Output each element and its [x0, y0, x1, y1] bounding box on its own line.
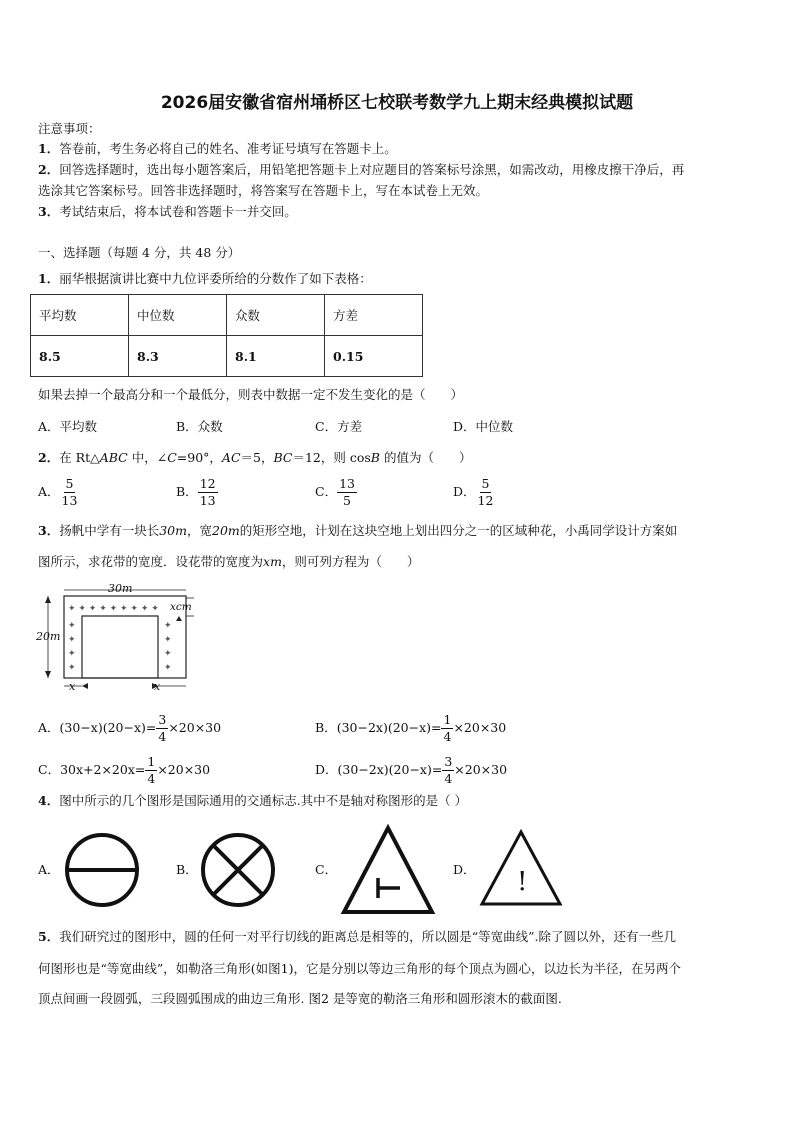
question-5-line-1 [38, 928, 676, 946]
note-text: 考试结束后，将本试卷和答题卡一并交回。 [59, 204, 297, 219]
inner-rectangle [82, 616, 158, 678]
q2-text: 在 Rt△ [59, 450, 100, 465]
equation-tail: ×20×30 [453, 720, 507, 735]
q1-option-d: D．中位数 [453, 419, 514, 434]
option-label: A． [38, 484, 60, 499]
svg-text:✦: ✦ [68, 635, 76, 645]
note-1 [38, 140, 397, 158]
option-label: A． [38, 720, 60, 735]
question-3-line-2 [38, 553, 419, 571]
notes-heading: 注意事项： [38, 121, 101, 136]
q2-text: ＝12，则 cos [292, 450, 371, 465]
table-header-cell: 平均数 [31, 295, 129, 336]
circle-x-sign-icon [200, 832, 276, 908]
svg-text:✦: ✦ [164, 649, 172, 659]
fraction [337, 476, 357, 509]
q2-var: ABC [99, 450, 128, 465]
q3-option-b [315, 712, 506, 745]
q2-var: BC [273, 450, 293, 465]
q3-text: 的矩形空地，计划在这块空地上划出四分之一的区域种花，小禹同学设计方案如 [239, 523, 678, 538]
q2-var: AC [221, 450, 241, 465]
fraction [156, 712, 168, 745]
q2-text: 的值为（ ） [379, 450, 472, 465]
equation: 30x+2×20x= [60, 762, 146, 777]
question-text: 图中所示的几个图形是国际通用的交通标志.其中不是轴对称图形的是（ ） [59, 793, 468, 808]
question-2 [38, 449, 471, 467]
q3-value: 30m [159, 523, 187, 538]
page-title: 2026届安徽省宿州埇桥区七校联考数学九上期末经典模拟试题 [160, 93, 634, 113]
diagram-bottom-left-label: x [69, 680, 76, 693]
question-number: 2． [38, 450, 60, 465]
svg-text:✦: ✦ [68, 621, 76, 631]
q1-option-c: C．方差 [315, 419, 363, 434]
q2-option-a [38, 476, 79, 509]
fraction [476, 476, 496, 509]
diagram-left-label: 20m [36, 630, 61, 643]
q1-option-a: A．平均数 [38, 419, 98, 434]
question-5-line-2: 何图形也是“等宽曲线”，如勒洛三角形(如图1)，它是分别以等边三角形的每个顶点为圆心，以边长为半径，在另两个 [38, 961, 681, 976]
q1-option-b: B．众数 [176, 419, 223, 434]
option-label: B． [315, 720, 337, 735]
fraction-denominator: 12 [477, 493, 494, 508]
note-2 [38, 161, 684, 179]
q4-option-c-label: C． [315, 862, 338, 877]
q4-option-d-label: D． [453, 862, 476, 877]
svg-text:✦ ✦ ✦ ✦ ✦ ✦ ✦ ✦ ✦: ✦ ✦ ✦ ✦ ✦ ✦ ✦ ✦ ✦ [68, 604, 159, 614]
equation: (30−2x)(20−x)= [336, 720, 442, 735]
svg-text:✦: ✦ [68, 663, 76, 673]
fraction [60, 476, 80, 509]
fraction-numerator: 12 [199, 476, 216, 491]
table-header-row [31, 295, 423, 336]
fraction-denominator: 4 [444, 771, 453, 786]
table-header-cell: 众数 [227, 295, 325, 336]
score-table [30, 294, 423, 377]
fraction-numerator: 1 [147, 754, 156, 769]
fraction-denominator: 4 [147, 771, 156, 786]
fraction-numerator: 5 [481, 476, 490, 491]
option-label: C． [315, 484, 338, 499]
fraction-denominator: 4 [158, 729, 167, 744]
warning-symbol: ! [517, 867, 528, 897]
q2-text: =90°， [176, 450, 222, 465]
option-label: B． [176, 484, 198, 499]
triangle-junction-sign-icon [340, 824, 436, 916]
table-cell: 8.1 [227, 336, 325, 377]
question-number: 1． [38, 271, 60, 286]
q2-var: C [167, 450, 177, 465]
svg-text:✦: ✦ [164, 663, 172, 673]
fraction-numerator: 3 [444, 754, 453, 769]
question-number: 3． [38, 523, 60, 538]
q4-option-b-label: B． [176, 862, 198, 877]
flower-pattern [68, 604, 172, 673]
q3-text: 扬帆中学有一块长 [59, 523, 160, 538]
question-text: 丽华根据演讲比赛中九位评委所给的分数作了如下表格： [59, 271, 372, 286]
fraction [441, 712, 453, 745]
note-3 [38, 203, 297, 221]
svg-text:✦: ✦ [164, 635, 172, 645]
question-5-line-3: 顶点间画一段圆弧，三段圆弧围成的曲边三角形. 图2 是等宽的勒洛三角形和圆形滚木的截面图. [38, 991, 562, 1006]
q2-option-d [453, 476, 495, 509]
fraction-numerator: 1 [443, 712, 452, 727]
q3-text: ，宽 [186, 523, 212, 538]
q3-value: xm [263, 554, 282, 569]
fraction-denominator: 13 [199, 493, 216, 508]
equation-tail: ×20×30 [157, 762, 211, 777]
q3-text: ，则可列方程为（ ） [281, 554, 420, 569]
diagram-right-label: xcm [170, 601, 192, 613]
fraction-denominator: 13 [61, 493, 78, 508]
q3-value: 20m [212, 523, 240, 538]
table-row [31, 336, 423, 377]
garden-diagram [36, 582, 196, 694]
fraction [145, 754, 157, 787]
q2-text: 中，∠ [127, 450, 168, 465]
equation-tail: ×20×30 [168, 720, 222, 735]
q4-option-a-label: A． [38, 862, 60, 877]
question-number: 5． [38, 929, 60, 944]
fraction-numerator: 13 [339, 476, 355, 491]
question-1 [38, 270, 372, 288]
section-heading: 一、选择题（每题 4 分，共 48 分） [38, 245, 241, 260]
equation: (30−x)(20−x)= [59, 720, 157, 735]
note-number: 1． [38, 141, 60, 156]
note-text: 回答选择题时，选出每小题答案后，用铅笔把答题卡上对应题目的答案标号涂黑，如需改动，用橡皮擦干净后，再 [59, 162, 685, 177]
q2-text: ＝5， [240, 450, 274, 465]
question-text: 我们研究过的图形中，圆的任何一对平行切线的距离总是相等的，所以圆是“等宽曲线”.除了圆以外，还有一些几 [59, 929, 676, 944]
note-number: 3． [38, 204, 60, 219]
question-3-line-1 [38, 522, 677, 540]
option-label: D． [453, 484, 476, 499]
table-cell: 8.3 [129, 336, 227, 377]
option-label: C． [38, 762, 61, 777]
svg-text:✦: ✦ [68, 649, 76, 659]
question-number: 4． [38, 793, 60, 808]
table-header-cell: 中位数 [129, 295, 227, 336]
table-header-cell: 方差 [325, 295, 423, 336]
table-cell: 8.5 [31, 336, 129, 377]
fraction-numerator: 3 [158, 712, 167, 727]
svg-text:✦: ✦ [164, 621, 172, 631]
q3-option-c [38, 754, 210, 787]
question-1-prompt: 如果去掉一个最高分和一个最低分，则表中数据一定不发生变化的是（ ） [38, 387, 464, 402]
note-number: 2． [38, 162, 60, 177]
circle-bar-sign-icon [64, 832, 140, 908]
diagram-bottom-right-label: x [154, 680, 161, 693]
q2-option-c [315, 476, 357, 509]
q3-option-a [38, 712, 221, 745]
note-2-cont: 选涂其它答案标号。回答非选择题时，将答案写在答题卡上，写在本试卷上无效。 [38, 183, 489, 198]
diagram-top-label: 30m [108, 582, 133, 595]
equation: (30−2x)(20−x)= [337, 762, 443, 777]
fraction-denominator: 4 [443, 729, 452, 744]
fraction-numerator: 5 [65, 476, 74, 491]
triangle-warning-sign-icon [478, 828, 564, 908]
note-text: 答卷前，考生务必将自己的姓名、准考证号填写在答题卡上。 [59, 141, 397, 156]
q3-text: 图所示，求花带的宽度．设花带的宽度为 [38, 554, 264, 569]
fraction [198, 476, 218, 509]
fraction [442, 754, 454, 787]
equation-tail: ×20×30 [454, 762, 508, 777]
table-cell: 0.15 [325, 336, 423, 377]
q3-option-d [315, 754, 507, 787]
q2-option-b [176, 476, 218, 509]
fraction-denominator: 5 [343, 493, 351, 508]
option-label: D． [315, 762, 338, 777]
question-4 [38, 792, 467, 810]
q2-var: B [370, 450, 380, 465]
